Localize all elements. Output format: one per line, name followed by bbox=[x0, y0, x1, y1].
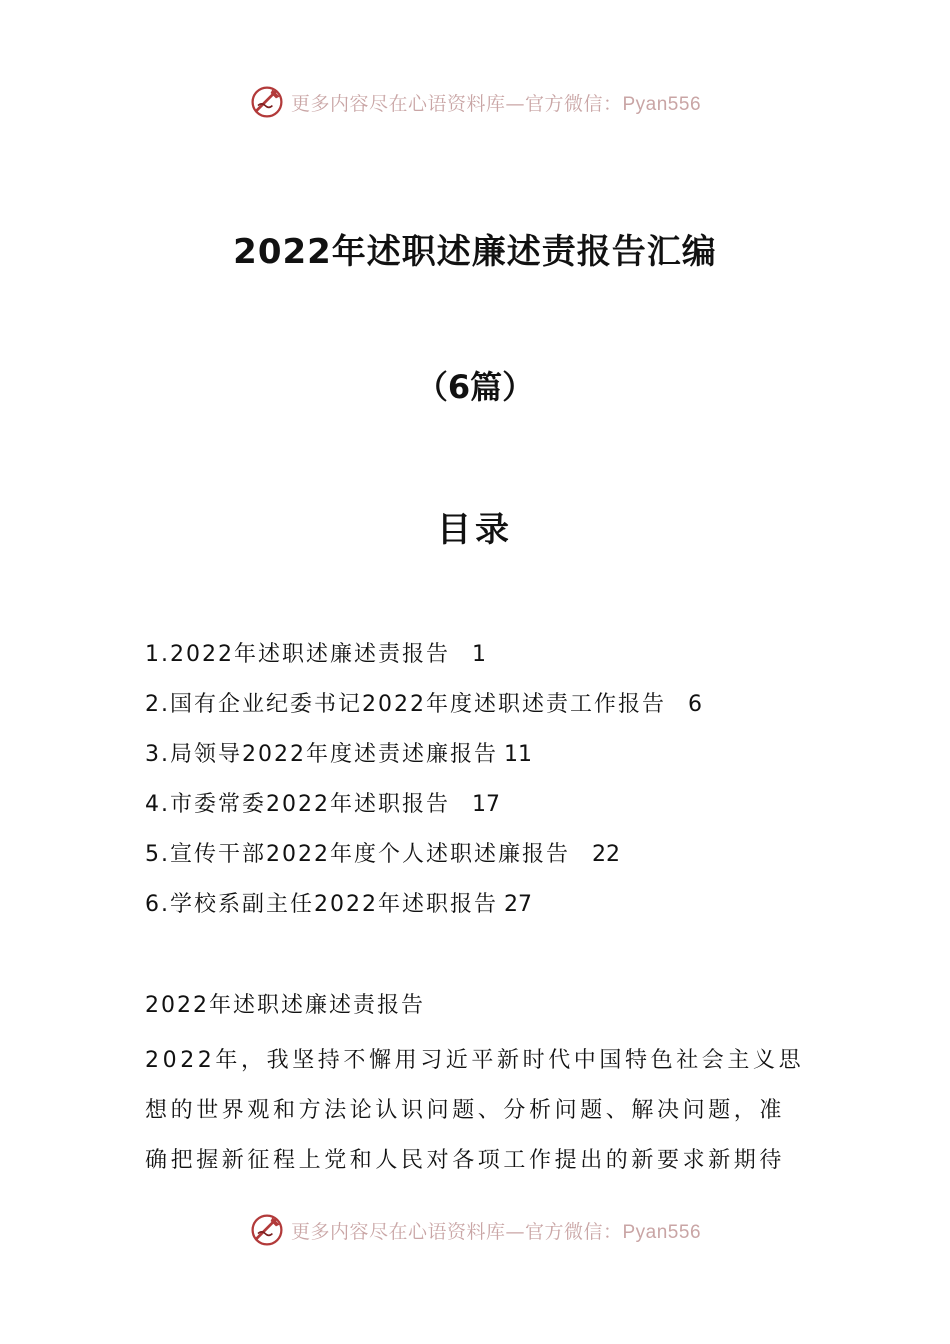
watermark-text: 更多内容尽在心语资料库—官方微信：Pyan556 bbox=[290, 1220, 702, 1243]
body-paragraph: 2022年，我坚持不懈用习近平新时代中国特色社会主义思想的世界观和方法论认识问题、分析问题、解决问题，准确把握新征程上党和人民对各项工作提出的新要求新期待 bbox=[145, 1048, 805, 1173]
document-title: 2022年述职述廉述责报告汇编 bbox=[233, 232, 717, 272]
toc-item-page: 1 bbox=[471, 642, 486, 667]
toc-item bbox=[145, 790, 825, 840]
toc-heading: 目录 bbox=[437, 510, 513, 550]
body-section-heading: 2022年述职述廉述责报告 bbox=[145, 993, 425, 1018]
toc-item-label: 6.学校系副主任2022年述职报告 bbox=[145, 892, 498, 917]
toc-item-label: 5.宣传干部2022年度个人述职述廉报告 bbox=[145, 842, 570, 867]
toc-item-label: 2.国有企业纪委书记2022年度述职述责工作报告 bbox=[145, 692, 666, 717]
toc-item bbox=[145, 890, 825, 940]
toc-item bbox=[145, 690, 825, 740]
toc-item bbox=[145, 640, 825, 690]
toc-item-label: 1.2022年述职述廉述责报告 bbox=[145, 642, 450, 667]
toc-item-label: 3.局领导2022年度述责述廉报告 bbox=[145, 742, 498, 767]
toc-item bbox=[145, 740, 825, 790]
toc-item-page: 11 bbox=[503, 742, 532, 767]
table-of-contents bbox=[145, 640, 825, 940]
toc-item-page: 27 bbox=[503, 892, 532, 917]
footer-watermark bbox=[0, 1212, 950, 1248]
header-watermark bbox=[0, 84, 950, 120]
watermark-text: 更多内容尽在心语资料库—官方微信：Pyan556 bbox=[290, 92, 702, 115]
toc-item-label: 4.市委常委2022年述职报告 bbox=[145, 792, 450, 817]
toc-item bbox=[145, 840, 825, 890]
toc-item-page: 6 bbox=[687, 692, 702, 717]
pen-logo-icon bbox=[249, 1212, 285, 1248]
toc-item-page: 22 bbox=[591, 842, 620, 867]
toc-item-page: 17 bbox=[471, 792, 500, 817]
document-subtitle: （6篇） bbox=[415, 368, 535, 406]
pen-logo-icon bbox=[249, 84, 285, 120]
